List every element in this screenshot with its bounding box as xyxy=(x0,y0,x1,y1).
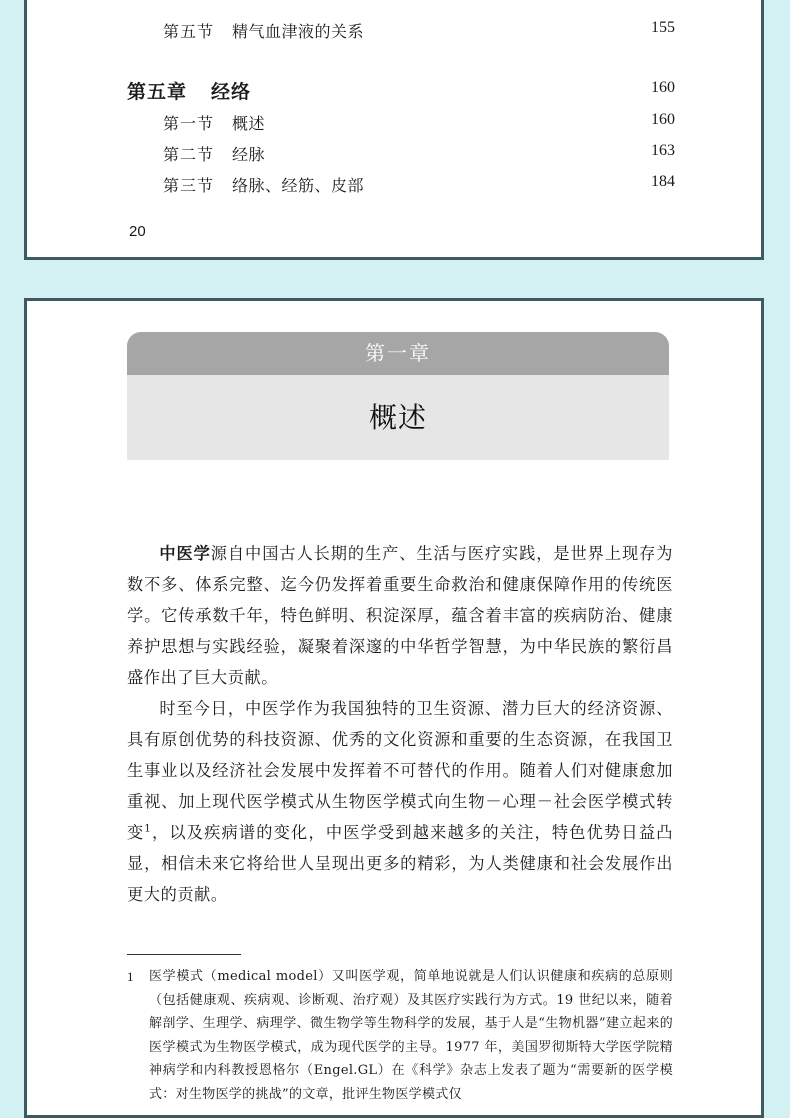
footnote xyxy=(127,965,673,1106)
toc-section-title: 络脉、经筋、皮部 xyxy=(232,176,365,195)
paragraph-text: 时至今日，中医学作为我国独特的卫生资源、潜力巨大的经济资源、具有原创优势的科技资源、优秀的文化资源和重要的生态资源，在我国卫生事业以及经济社会发展中发挥着不可替代的作用。随着人们对健康愈加重视、加上现代医学模式从生物医学模式向生物－心理－社会医学模式转变 xyxy=(127,699,673,842)
toc-page-number: 160 xyxy=(651,79,675,96)
toc-page-number: 160 xyxy=(651,111,675,128)
toc-page-number: 163 xyxy=(651,142,675,159)
toc-section-label: 第一节 xyxy=(163,114,215,133)
footnote-text: 医学模式（medical model）又叫医学观，简单地说就是人们认识健康和疾病的总原则（包括健康观、疾病观、诊断观、治疗观）及其医疗实践行为方式。19 世纪以来，随着解剖学、生理学、病理学、微生物学等生物科学的发展，基于人是“生物机器”建立起来的医学模式为生物医学模式，成为现代医学的主导。1977 年，美国罗彻斯特大学医学院精神病学和内科教授恩格尔（Engel.GL）在《科学》杂志上发表了题为“需要新的医学模式：对生物医学的挑战”的文章，批评生物医学模式仅 xyxy=(149,969,673,1102)
footnote-divider xyxy=(127,954,241,955)
chapter-title: 概述 xyxy=(127,375,669,460)
toc-chapter-title: 经络 xyxy=(211,81,252,103)
toc-section-label xyxy=(163,0,214,2)
bold-term: 中医学 xyxy=(159,544,211,563)
footnote-reference[interactable]: 1 xyxy=(144,823,152,835)
toc-chapter-row xyxy=(127,77,761,107)
toc-chapter-label: 第五章 xyxy=(127,81,188,103)
chapter-page xyxy=(24,298,764,1118)
footnote-mark: 1 xyxy=(127,969,134,984)
toc-row xyxy=(27,19,761,47)
toc-row xyxy=(27,142,761,170)
paragraph xyxy=(127,538,673,693)
toc-section-label: 第三节 xyxy=(163,176,215,195)
toc-section-title: 概述 xyxy=(232,114,266,133)
chapter-heading-box xyxy=(127,332,669,460)
toc-page-number: 155 xyxy=(651,19,675,36)
toc-section-title: 经脉 xyxy=(232,145,266,164)
paragraph xyxy=(127,693,673,910)
toc-row-partial xyxy=(27,0,761,7)
toc-row xyxy=(27,111,761,139)
toc-section-label: 第二节 xyxy=(163,145,215,164)
toc-page xyxy=(24,0,764,260)
chapter-label: 第一章 xyxy=(127,332,669,375)
page-number: 20 xyxy=(129,223,146,240)
toc-row xyxy=(27,173,761,201)
paragraph-text: ，以及疾病谱的变化，中医学受到越来越多的关注，特色优势日益凸显，相信未来它将给世人呈现出更多的精彩，为人类健康和社会发展作出更大的贡献。 xyxy=(127,823,673,904)
toc-section-label: 第五节 xyxy=(163,22,215,41)
toc-page-number: 184 xyxy=(651,173,675,190)
toc-section-title xyxy=(232,0,265,2)
paragraph-text: 源自中国古人长期的生产、生活与医疗实践，是世界上现存为数不多、体系完整、迄今仍发挥着重要生命救治和健康保障作用的传统医学。它传承数千年，特色鲜明、积淀深厚，蕴含着丰富的疾病防治、健康养护思想与实践经验，凝聚着深邃的中华哲学智慧，为中华民族的繁衍昌盛作出了巨大贡献。 xyxy=(127,544,673,687)
toc-section-title: 精气血津液的关系 xyxy=(232,22,365,41)
body-text xyxy=(127,538,673,910)
